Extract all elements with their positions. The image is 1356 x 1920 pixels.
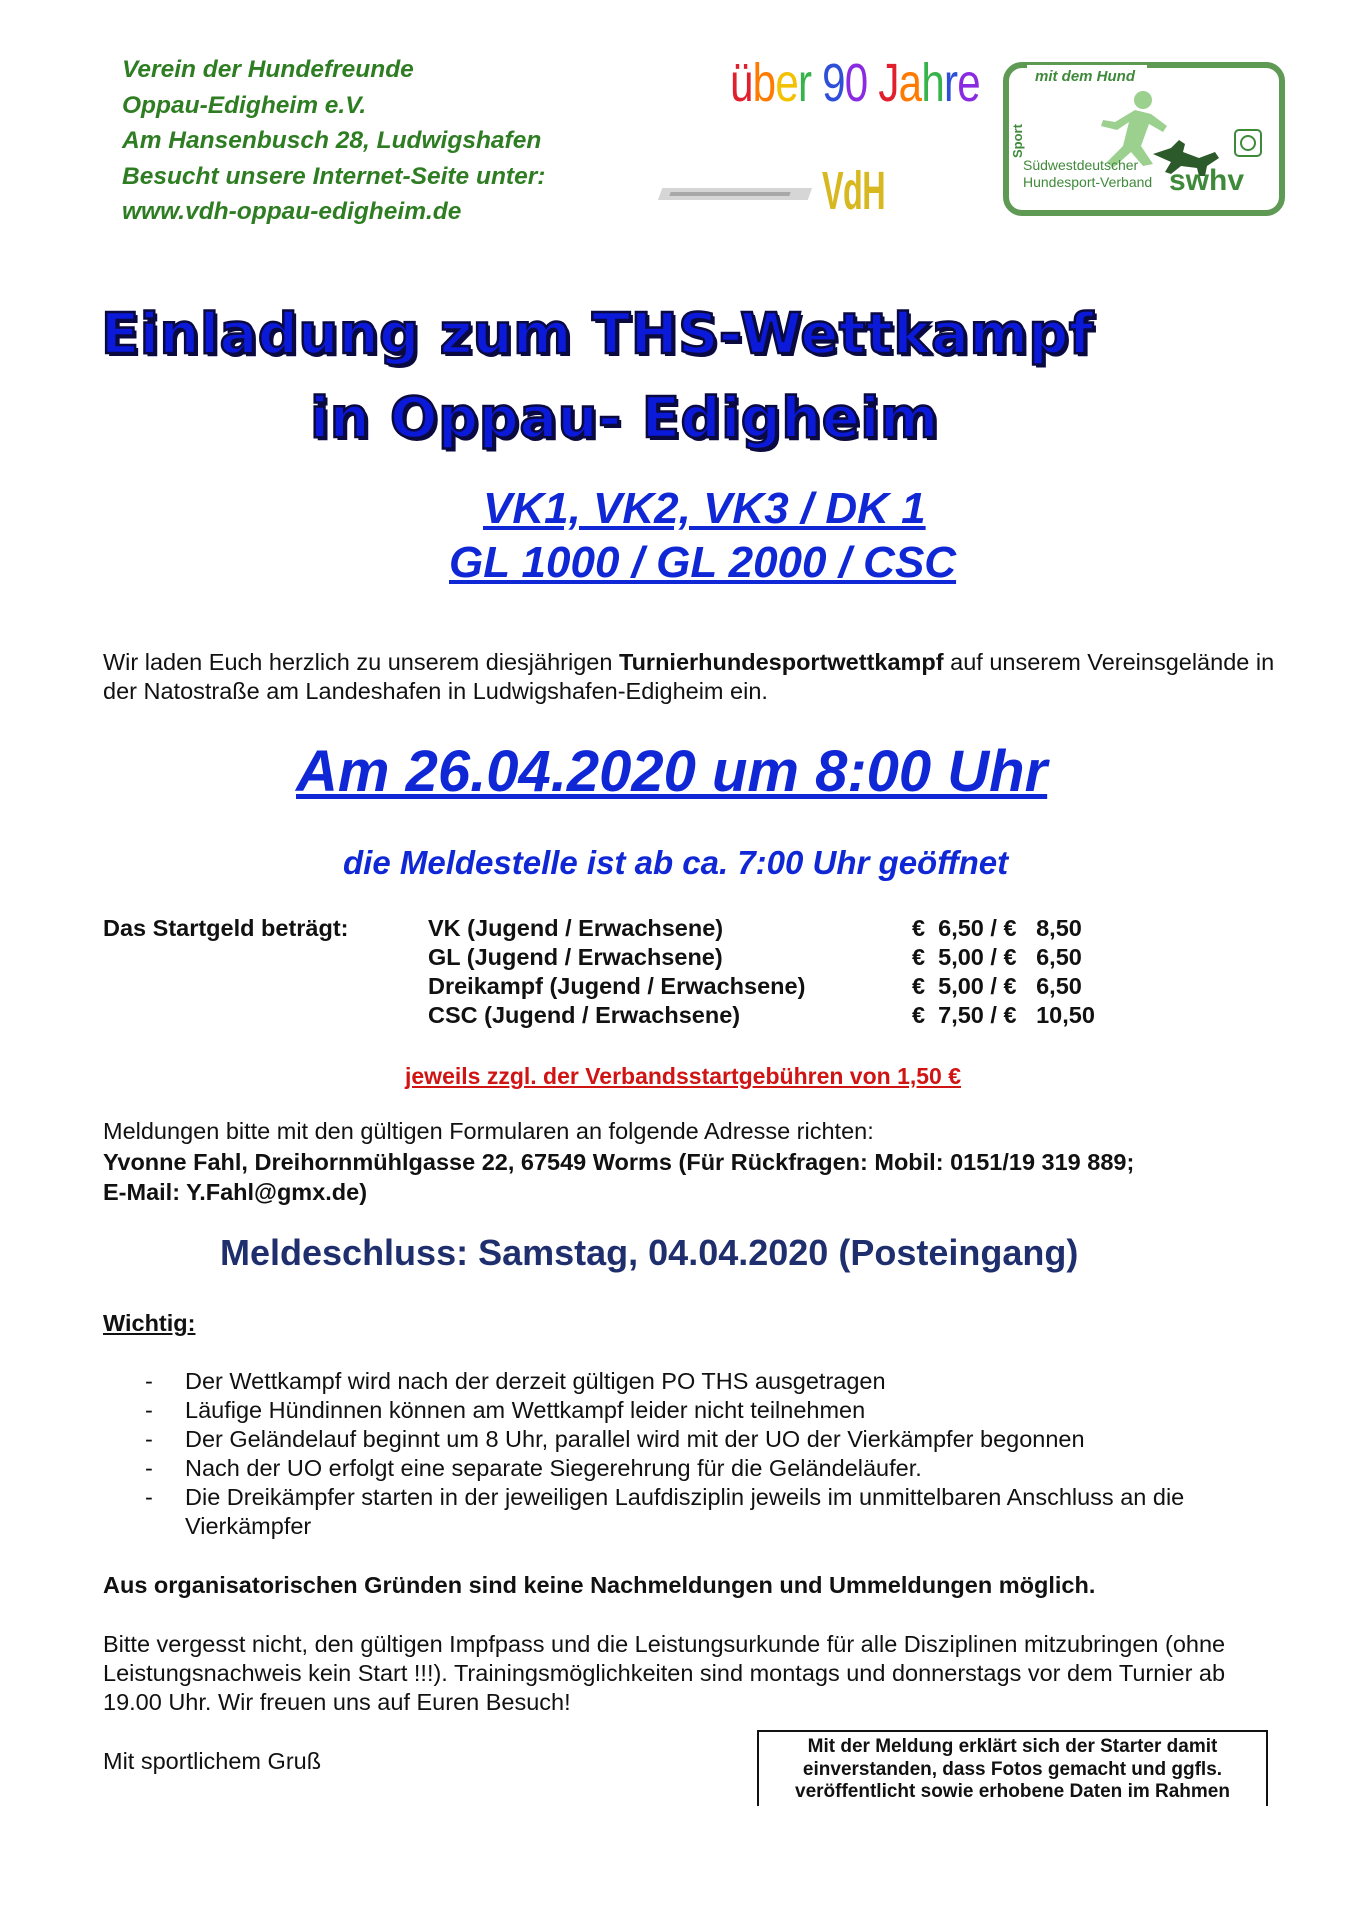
page-title-line1: Einladung zum THS-Wettkampf — [101, 302, 1094, 367]
classes-line2: GL 1000 / GL 2000 / CSC — [449, 538, 957, 587]
registration-address — [103, 1147, 1134, 1207]
anniversary-logo — [730, 52, 980, 232]
registration-deadline: Meldeschluss: Samstag, 04.04.2020 (Posteingang) — [220, 1232, 1079, 1273]
list-item: - Der Wettkampf wird nach der derzeit gültigen PO THS ausgetragen — [145, 1368, 886, 1394]
club-name: Verein der Hundefreunde — [122, 56, 414, 83]
swhv-org-line1: Südwestdeutscher — [1023, 157, 1139, 173]
swhv-emblem-icon — [1235, 130, 1261, 156]
registration-address-line1: Yvonne Fahl, Dreihornmühlgasse 22, 67549 Worms (Für Rückfragen: Mobil: 0151/19 319 889; — [103, 1149, 1135, 1175]
registration-intro: Meldungen bitte mit den gültigen Formularen an folgende Adresse richten: — [103, 1118, 874, 1144]
classes-line1: VK1, VK2, VK3 / DK 1 — [483, 484, 926, 533]
page-title-line2: in Oppau- Edigheim — [310, 386, 939, 451]
list-item: - Läufige Hündinnen können am Wettkampf leider nicht teilnehmen — [145, 1397, 866, 1423]
photo-consent-box — [757, 1730, 1268, 1806]
fee-price: € 5,00 / € 6,50 — [912, 973, 1082, 999]
website-prompt: Besucht unsere Internet-Seite unter: — [122, 162, 546, 190]
list-item: - Der Geländelauf beginnt um 8 Uhr, parallel wird mit der UO der Vierkämpfer begonnen — [145, 1426, 1085, 1452]
intro-text-after: auf unserem Vereinsgelände in der Natostraße am Landeshafen in Ludwigshafen-Edigheim ein. — [103, 649, 1275, 704]
fee-category: CSC (Jugend / Erwachsene) — [428, 1002, 741, 1028]
club-location: Oppau-Edigheim e.V. — [122, 91, 367, 119]
reminder-paragraph: Bitte vergesst nicht, den gültigen Impfpass und die Leistungsurkunde für alle Disziplinen mitzubringen (ohne Leistungsnachweis kein Start !!!). Trainingsmöglichkeiten sind montags und donnerstags vor dem Turnier ab 19.00 Uhr. Wir freuen uns auf Euren Besuch! — [103, 1631, 1226, 1715]
important-heading: Wichtig: — [103, 1310, 196, 1336]
vdh-shadow-graphic — [653, 174, 818, 214]
fee-category: VK (Jugend / Erwachsene) — [428, 915, 724, 941]
federation-surcharge: jeweils zzgl. der Verbandsstartgebühren von 1,50 € — [405, 1063, 962, 1089]
registration-office-hours: die Meldestelle ist ab ca. 7:00 Uhr geöffnet — [343, 844, 1009, 881]
list-item: - Die Dreikämpfer starten in der jeweiligen Laufdisziplin jeweils im unmittelbaren Anschluss an die Vierkämpfer — [145, 1484, 1185, 1539]
fee-price: € 7,50 / € 10,50 — [912, 1002, 1095, 1028]
swhv-abbr: swhv — [1169, 164, 1245, 197]
registration-address-line2: E-Mail: Y.Fahl@gmx.de) — [103, 1179, 368, 1205]
anniversary-text: über 90 Jahre — [730, 53, 980, 113]
swhv-sport-label: Sport — [1010, 124, 1025, 158]
fees-label: Das Startgeld beträgt: — [103, 915, 349, 941]
vdh-logo: VdH — [822, 161, 885, 221]
photo-consent-text: Mit der Meldung erklärt sich der Starter damit einverstanden, dass Fotos gemacht und ggfls. veröffentlicht sowie erhobene Daten im Rahmen — [795, 1736, 1230, 1802]
intro-text-before: Wir laden Euch herzlich zu unserem diesjährigen — [103, 649, 619, 675]
club-info — [122, 52, 545, 230]
fee-price: € 5,00 / € 6,50 — [912, 944, 1082, 970]
closing-greeting: Mit sportlichem Gruß — [103, 1748, 322, 1774]
no-late-entries-notice: Aus organisatorischen Gründen sind keine Nachmeldungen und Ummeldungen möglich. — [103, 1572, 1096, 1598]
fee-category: Dreikampf (Jugend / Erwachsene) — [428, 973, 806, 999]
intro-highlight: Turnierhundesportwettkampf — [618, 649, 944, 675]
fee-category: GL (Jugend / Erwachsene) — [428, 944, 723, 970]
event-date: Am 26.04.2020 um 8:00 Uhr — [296, 739, 1048, 804]
list-item: - Nach der UO erfolgt eine separate Siegerehrung für die Geländeläufer. — [145, 1455, 922, 1481]
fee-price: € 6,50 / € 8,50 — [912, 915, 1082, 941]
swhv-org-line2: Hundesport-Verband — [1023, 174, 1153, 190]
intro-paragraph — [103, 648, 1283, 706]
important-list — [103, 1367, 1283, 1541]
swhv-tagline: mit dem Hund — [1035, 68, 1135, 85]
club-address: Am Hansenbusch 28, Ludwigshafen — [122, 127, 542, 154]
swhv-logo — [1003, 62, 1285, 216]
website-url: www.vdh-oppau-edigheim.de — [122, 198, 462, 225]
